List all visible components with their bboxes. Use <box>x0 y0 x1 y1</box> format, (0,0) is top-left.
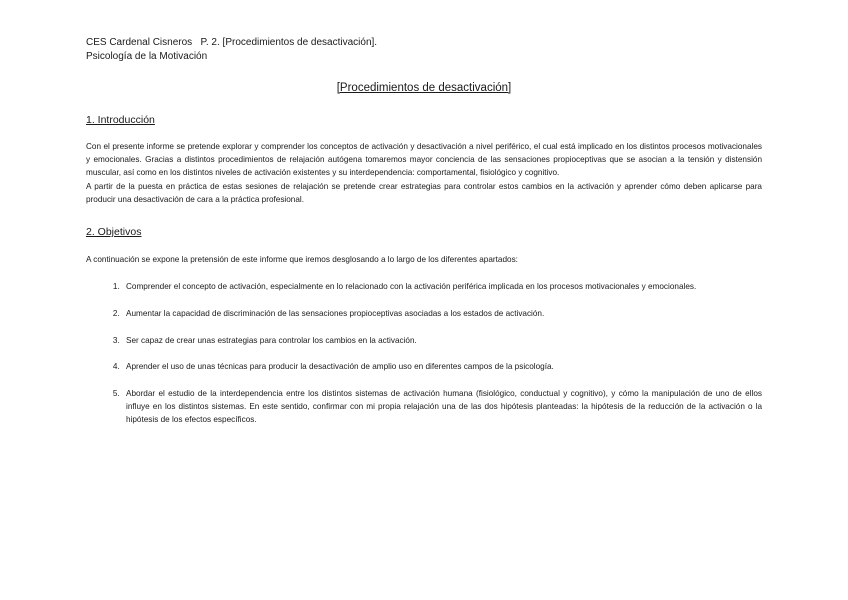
section-heading-objectives: 2. Objetivos <box>86 226 142 239</box>
section-heading-introduction: 1. Introducción <box>86 114 155 126</box>
objectives-lead: A continuación se expone la pretensión de este informe que iremos desglosando a lo largo de los diferentes apartados: <box>86 255 518 265</box>
objective-item: 4. Aprender el uso de unas técnicas para producir la desactivación de amplio uso en diferentes campos de la psicología. <box>122 360 762 373</box>
page-header <box>86 36 762 64</box>
document-title: [Procedimientos de desactivación] <box>336 82 512 94</box>
objective-item: 1. Comprender el concepto de activación, especialmente en lo relacionado con la activación periférica implicada en los procesos motivacionales y emocionales. <box>122 280 762 293</box>
intro-paragraph: Con el presente informe se pretende explorar y comprender los conceptos de activación y desactivación a nivel periférico, el cual está implicado en los distintos procesos motivacionales y emocionales. Gracias a distintos procedimientos de relajación autógena tomaremos mayor conciencia de las sensaciones propioceptivas que se asocian a la tensión y distensión muscular, así como en los distintos niveles de activación existentes y su interdependencia: comportamental, fisiológico y cognitivo. <box>86 142 762 178</box>
header-line-institution: CES Cardenal Cisneros P. 2. [Procedimientos de desactivación]. <box>86 37 378 48</box>
objective-item: 2. Aumentar la capacidad de discriminación de las sensaciones propioceptivas asociadas a los estados de activación. <box>122 307 762 320</box>
objective-item: 3. Ser capaz de crear unas estrategias para controlar los cambios en la activación. <box>122 334 762 347</box>
objective-item: 5. Abordar el estudio de la interdependencia entre los distintos sistemas de activación humana (fisiológico, conductual y cognitivo), y cómo la manipulación de uno de ellos influye en los distintos sistemas. En este sentido, confirmar con mi propia relajación una de las dos hipótesis planteadas: la hipótesis de la reducción de la activación o la hipótesis de los efectos específicos. <box>122 387 762 427</box>
objectives-list <box>86 280 762 426</box>
intro-paragraph: A partir de la puesta en práctica de estas sesiones de relajación se pretende crear estrategias para controlar estos cambios en la activación y aprender cómo deben aplicarse para producir una desactivación de cara a la práctica profesional. <box>86 181 762 204</box>
header-line-course: Psicología de la Motivación <box>86 51 208 62</box>
